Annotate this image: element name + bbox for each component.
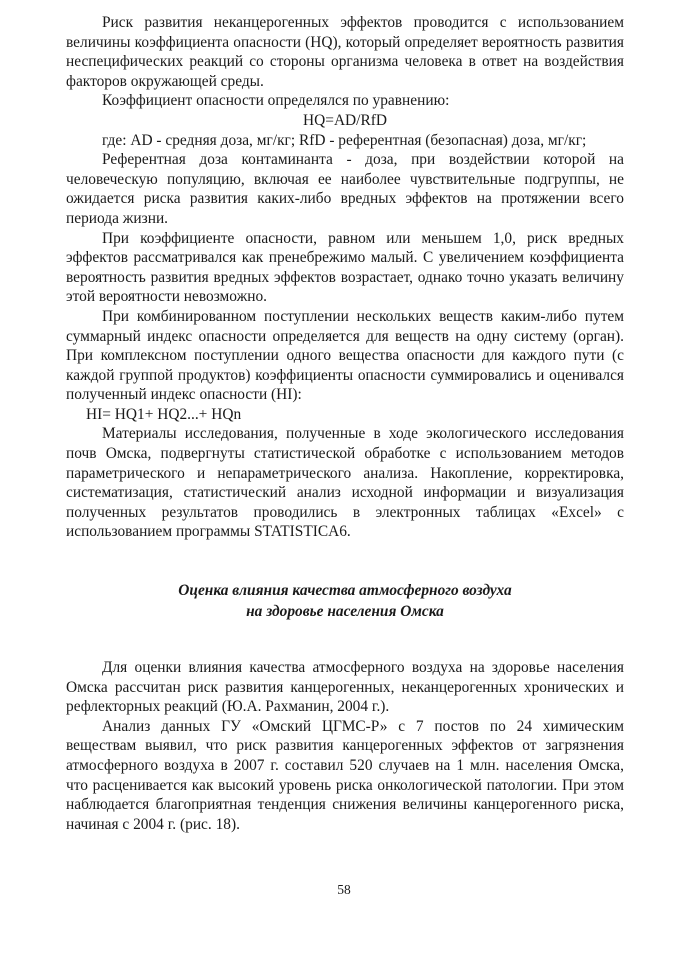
paragraph-reference-dose: Референтная доза контаминанта - доза, при воздействии которой на человеческую популяцию, включая ее наиболее чувствительные подгруппы, не ожидается риска развития каких-либо вредных эффектов на протяжении всего периода жизни.: [66, 151, 624, 227]
section-heading-line-2: на здоровье населения Омска: [246, 603, 444, 621]
section-heading-line-1: Оценка влияния качества атмосферного воздуха: [178, 582, 512, 600]
page-number: 58: [337, 882, 351, 897]
formula-hi: HI= HQ1+ HQ2...+ HQn: [86, 405, 242, 423]
section-heading: [66, 580, 624, 622]
paragraph-formula-legend: где: AD - средняя доза, мг/кг; RfD - референтная (безопасная) доза, мг/кг;: [102, 131, 587, 149]
paragraph-statistical-methods: Материалы исследования, полученные в ходе экологического исследования почв Омска, подвергнуты статистической обработке с использованием методов параметрического и непараметрического анализа. Накопление, корректировка, систематизация, статистический анализ исходной информации и визуализация полученных результатов проводились в электронных таблицах «Excel» с использованием программы STATISTICA6.: [66, 425, 624, 541]
paragraph-carcinogenic-risk-analysis: Анализ данных ГУ «Омский ЦГМС-Р» с 7 постов по 24 химическим веществам выявил, что риск развития канцерогенных эффектов от загрязнения атмосферного воздуха в 2007 г. составил 520 случаев на 1 млн. населения Омска, что расценивается как высокий уровень риска онкологической патологии. При этом наблюдается благоприятная тенденция снижения величины канцерогенного риска, начиная с 2004 г. (рис. 18).: [66, 717, 624, 833]
paragraph-hq-intro: Риск развития неканцерогенных эффектов проводится с использованием величины коэффициента опасности (HQ), который определяет вероятность развития неспецифических реакций со стороны организма человека в ответ на воздействия факторов окружающей среды.: [66, 14, 624, 90]
paragraph-combined-exposure: При комбинированном поступлении нескольких веществ каким-либо путем суммарный индекс опасности определяется для веществ на одну систему (орган). При комплексном поступлении одного вещества опасности для каждого пути (с каждой группой продуктов) коэффициенты опасности суммировались и оценивался полученный индекс опасности (HI):: [66, 307, 624, 404]
paragraph-air-quality-risk: Для оценки влияния качества атмосферного воздуха на здоровье населения Омска рассчитан риск развития канцерогенных, неканцерогенных хронических и рефлекторных реакций (Ю.А. Рахманин, 2004 г.).: [66, 659, 624, 716]
paragraph-hq-equation-intro: Коэффициент опасности определялся по уравнению:: [102, 92, 450, 110]
page-body: [66, 13, 624, 834]
paragraph-hq-threshold: При коэффициенте опасности, равном или меньшем 1,0, риск вредных эффектов рассматривался как пренебрежимо малый. С увеличением коэффициента вероятность развития вредных эффектов возрастает, однако точно указать величину этой вероятности невозможно.: [66, 229, 624, 306]
formula-hq: HQ=AD/RfD: [303, 111, 387, 129]
